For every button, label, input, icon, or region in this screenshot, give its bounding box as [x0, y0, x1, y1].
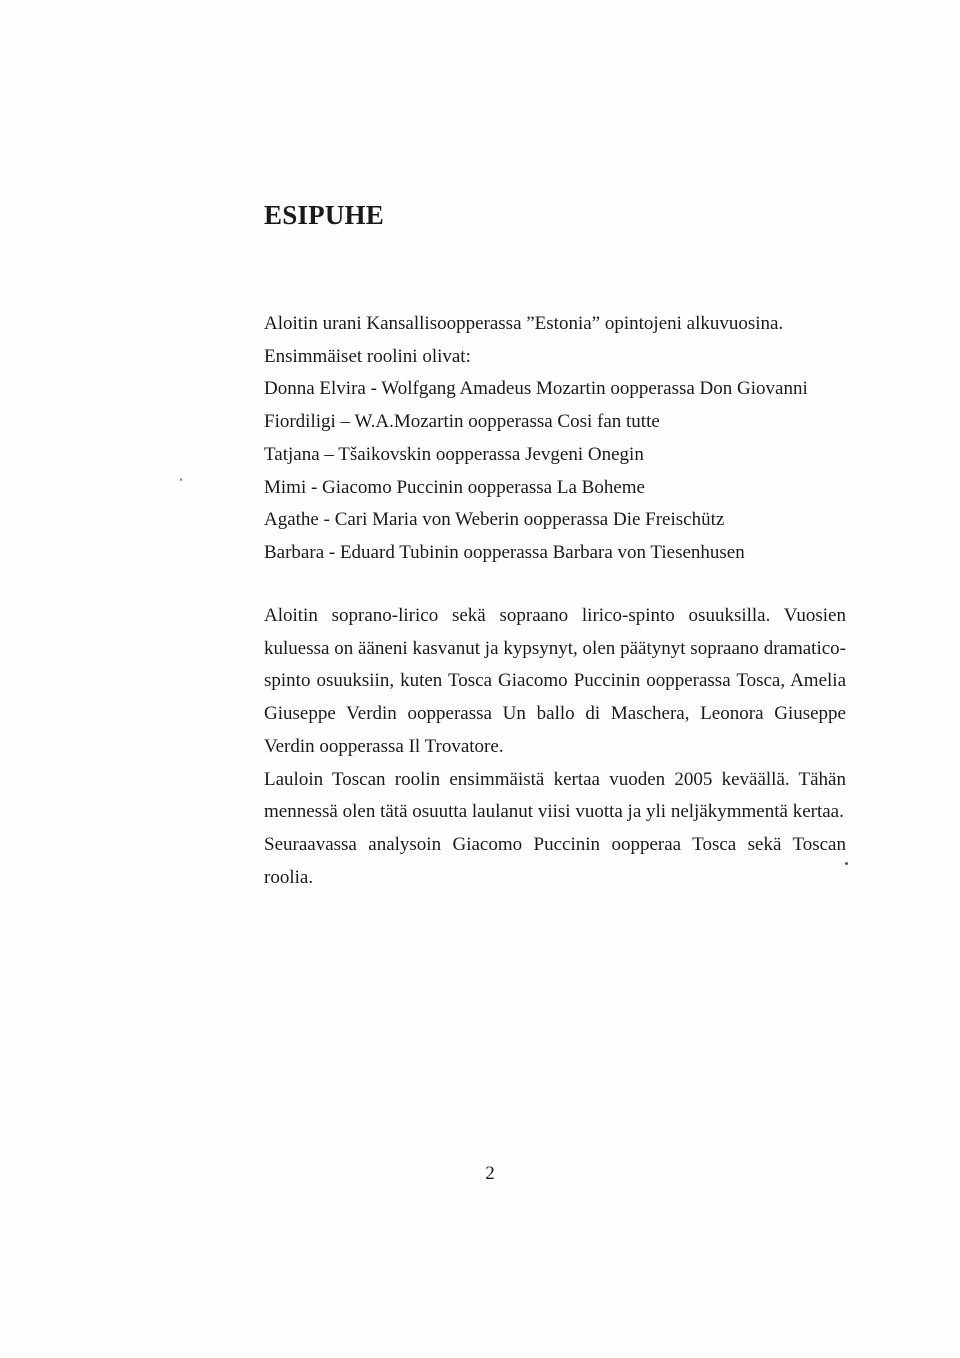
page-number: 2 [485, 1163, 495, 1184]
paragraph: Aloitin soprano-lirico sekä sopraano lirico-spinto osuuksilla. Vuosien kuluessa on ääneni kasvanut ja kypsynyt, olen päätynyt sopraano dramatico-spinto osuuksiin, kuten Tosca Giacomo Puccinin oopperassa Tosca, Amelia Giuseppe Verdin oopperassa Un ballo di Maschera, Leonora Giuseppe Verdin oopperassa Il Trovatore. [264, 605, 846, 757]
paragraph: Lauloin Toscan roolin ensimmäistä kertaa vuoden 2005 keväällä. Tähän mennessä olen tätä osuutta laulanut viisi vuotta ja yli neljäkymmentä kertaa. [264, 768, 846, 823]
roles-list [264, 373, 854, 569]
roles-intro-line: Ensimmäiset roolini olivat: [264, 345, 471, 367]
role-item: Donna Elvira - Wolfgang Amadeus Mozartin oopperassa Don Giovanni [264, 378, 808, 400]
role-item: Barbara - Eduard Tubinin oopperassa Barbara von Tiesenhusen [264, 541, 745, 563]
intro-line: Aloitin urani Kansallisoopperassa ”Estonia” opintojeni alkuvuosina. [264, 313, 784, 334]
role-item: Mimi - Giacomo Puccinin oopperassa La Boheme [264, 476, 645, 498]
role-item: Agathe - Cari Maria von Weberin oopperassa Die Freischütz [264, 509, 725, 531]
body-text [264, 600, 846, 894]
page-title: ESIPUHE [264, 200, 384, 230]
scan-speck [845, 862, 848, 865]
intro-section [264, 308, 854, 570]
scan-speck [180, 478, 182, 481]
role-item: Fiordiligi – W.A.Mozartin oopperassa Cosi fan tutte [264, 411, 660, 433]
paragraph: Seuraavassa analysoin Giacomo Puccinin oopperaa Tosca sekä Toscan roolia. [264, 833, 846, 888]
role-item: Tatjana – Tšaikovskin oopperassa Jevgeni Onegin [264, 443, 644, 465]
